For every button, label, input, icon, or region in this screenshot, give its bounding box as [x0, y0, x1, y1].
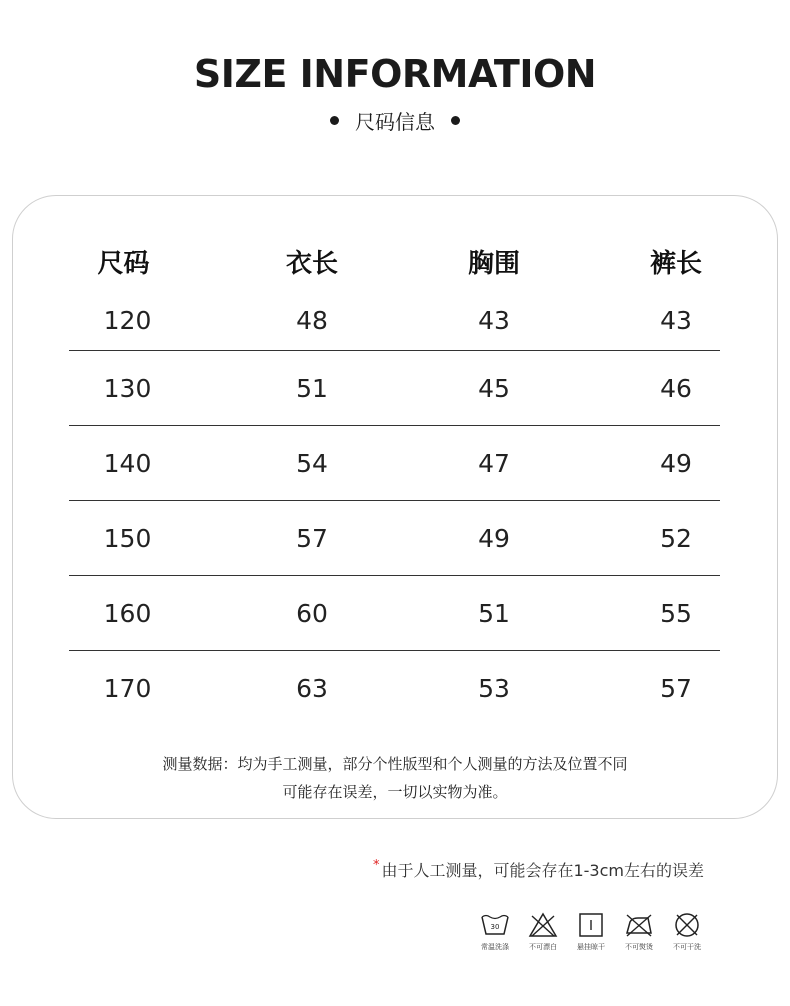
table-cell: 53: [478, 674, 510, 703]
table-cell: 170: [103, 674, 152, 703]
care-item: [622, 912, 656, 952]
column-header: 衣长: [285, 248, 338, 279]
bullet-dot: [451, 116, 460, 125]
care-label: 不可熨烫: [625, 943, 653, 951]
table-cell: 43: [478, 305, 510, 335]
wash-temp: 30: [490, 923, 500, 931]
table-cell: 49: [660, 448, 692, 478]
table-cell: 48: [296, 305, 328, 335]
table-cell: 46: [660, 373, 692, 403]
table-row: [69, 501, 720, 576]
table-cell: 57: [660, 674, 692, 703]
care-item: [574, 912, 608, 952]
page-title: SIZE INFORMATION: [193, 52, 597, 96]
subtitle-text: 尺码信息: [355, 110, 435, 134]
hang-dry-icon: [576, 912, 606, 938]
care-instructions: [478, 912, 704, 952]
subtitle: [0, 106, 790, 135]
table-row: [69, 426, 720, 501]
table-cell: 130: [103, 373, 152, 403]
table-cell: 60: [296, 598, 328, 628]
column-header: 尺码: [97, 248, 150, 279]
disclaimer-text: 由于人工测量，可能会存在1-3cm左右的误差: [381, 861, 704, 880]
size-table: [69, 232, 720, 726]
table-row: [69, 651, 720, 726]
note-line: 测量数据：均为手工测量，部分个性版型和个人测量的方法及位置不同: [162, 755, 628, 773]
table-cell: 43: [660, 305, 692, 335]
table-cell: 47: [478, 448, 510, 478]
table-cell: 54: [296, 448, 328, 478]
care-label: 不可漂白: [529, 943, 557, 951]
bullet-dot: [330, 116, 339, 125]
column-header: 胸围: [467, 248, 520, 279]
care-item: [526, 912, 560, 952]
error-disclaimer: [373, 858, 704, 881]
table-row: [69, 290, 720, 351]
no-dryclean-icon: [672, 912, 702, 938]
care-item: [478, 912, 512, 952]
wash-30-icon: [480, 912, 510, 938]
note-line: 可能存在误差，一切以实物为准。: [282, 783, 508, 801]
table-cell: 49: [478, 523, 510, 553]
table-cell: 52: [660, 523, 692, 553]
table-cell: 63: [296, 674, 328, 703]
no-bleach-icon: [528, 912, 558, 938]
table-cell: 160: [103, 598, 152, 628]
table-cell: 57: [296, 523, 328, 553]
table-cell: 51: [478, 598, 510, 628]
table-cell: 45: [478, 373, 510, 403]
table-cell: 140: [103, 448, 152, 478]
table-row: [69, 576, 720, 651]
care-label: 常温洗涤: [481, 943, 509, 951]
table-row: [69, 351, 720, 426]
table-cell: 150: [103, 523, 152, 553]
no-iron-icon: [624, 912, 654, 938]
table-cell: 120: [103, 305, 152, 335]
care-label: 悬挂晾干: [577, 943, 605, 951]
asterisk: *: [372, 858, 380, 873]
table-cell: 55: [660, 598, 692, 628]
table-header: [69, 232, 720, 290]
measurement-note: [0, 750, 790, 806]
column-header: 裤长: [649, 248, 702, 279]
care-label: 不可干洗: [673, 943, 701, 951]
care-item: [670, 912, 704, 952]
table-cell: 51: [296, 373, 328, 403]
